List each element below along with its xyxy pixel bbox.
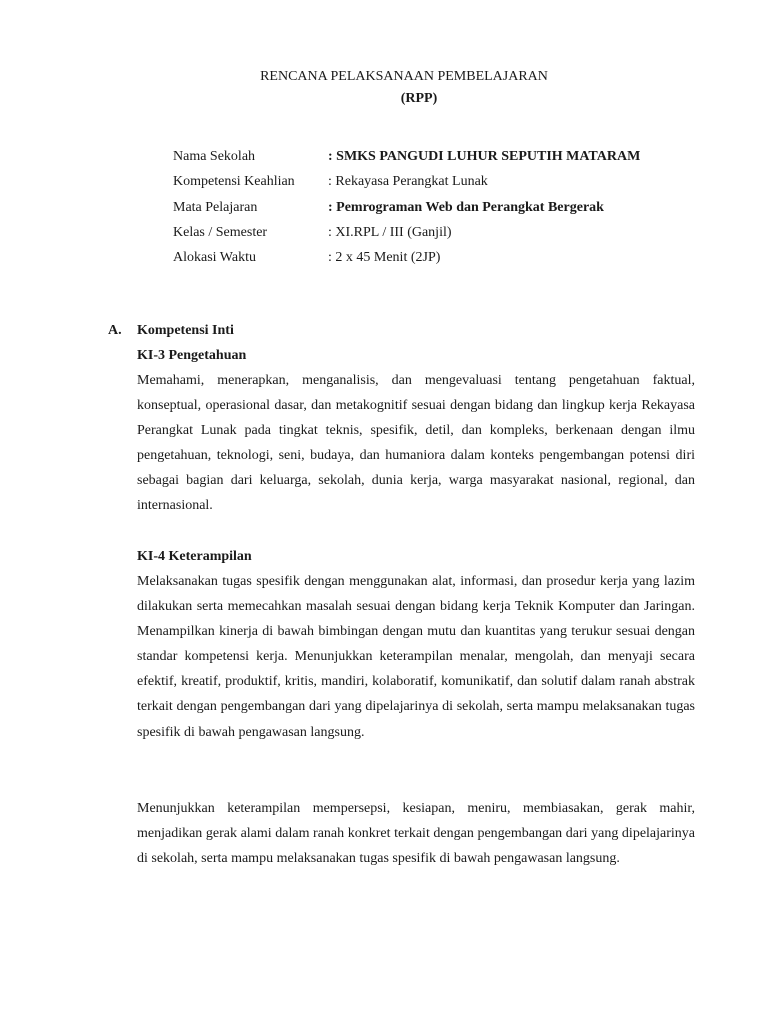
info-value: : Rekayasa Perangkat Lunak bbox=[328, 174, 488, 190]
ki4-paragraph-2: Menunjukkan keterampilan mempersepsi, kesiapan, meniru, membiasakan, gerak mahir, menjadikan gerak alami dalam ranah konkret terkait dengan pengembangan dari yang dipelajarinya di sekolah, serta mampu melaksanakan tugas spesifik di bawah pengawasan langsung. bbox=[137, 801, 695, 867]
ki3-title: KI-3 Pengetahuan bbox=[137, 348, 247, 363]
ki4-paragraph: Melaksanakan tugas spesifik dengan menggunakan alat, informasi, dan prosedur kerja yang lazim dilakukan serta memecahkan masalah sesuai dengan bidang kerja Teknik Komputer dan Jaringan. Menampilkan kinerja di bawah bimbingan dengan mutu dan kuantitas yang terukur sesuai dengan standar kompetensi kerja. Menunjukkan keterampilan menalar, mengolah, dan menyaji secara efektif, kreatif, produktif, kritis, mandiri, kolaboratif, komunikatif, dan solutif dalam ranah abstrak terkait dengan pengembangan dari yang dipelajarinya di sekolah, serta mampu melaksanakan tugas spesifik di bawah pengawasan langsung. bbox=[137, 574, 695, 740]
info-label: Alokasi Waktu bbox=[173, 250, 256, 266]
info-row-expertise bbox=[173, 169, 640, 194]
info-row-subject bbox=[173, 195, 640, 220]
info-value: : 2 x 45 Menit (2JP) bbox=[328, 250, 441, 266]
info-row-time bbox=[173, 245, 640, 270]
identity-table bbox=[173, 144, 640, 270]
ki4-block-2 bbox=[137, 796, 695, 871]
ki3-block bbox=[137, 344, 695, 519]
info-label: Nama Sekolah bbox=[173, 149, 256, 164]
info-row-class bbox=[173, 220, 640, 245]
section-a-heading bbox=[108, 319, 698, 343]
info-value: : Pemrograman Web dan Perangkat Bergerak bbox=[328, 199, 604, 215]
info-row-school bbox=[173, 144, 640, 169]
ki4-block bbox=[137, 545, 695, 745]
section-letter: A. bbox=[108, 323, 122, 338]
info-value: : XI.RPL / III (Ganjil) bbox=[328, 224, 452, 240]
ki3-paragraph: Memahami, menerapkan, menganalisis, dan mengevaluasi tentang pengetahuan faktual, konseptual, operasional dasar, dan metakognitif sesuai dengan bidang dan lingkup kerja Rekayasa Perangkat Lunak pada tingkat teknis, spesifik, detil, dan kompleks, berkenaan dengan ilmu pengetahuan, teknologi, seni, budaya, dan humaniora dalam konteks pengembangan potensi diri sebagai bagian dari keluarga, sekolah, dunia kerja, warga masyarakat nasional, regional, dan internasional. bbox=[137, 373, 695, 514]
section-title: Kompetensi Inti bbox=[137, 323, 234, 338]
info-label: Kelas / Semester bbox=[173, 224, 268, 240]
document-title: RENCANA PELAKSANAAN PEMBELAJARAN bbox=[260, 69, 548, 84]
info-label: Mata Pelajaran bbox=[173, 199, 258, 215]
ki4-title: KI-4 Keterampilan bbox=[137, 549, 252, 564]
document-subtitle: (RPP) bbox=[400, 91, 438, 106]
info-value: : SMKS PANGUDI LUHUR SEPUTIH MATARAM bbox=[328, 149, 641, 164]
info-label: Kompetensi Keahlian bbox=[173, 174, 295, 190]
